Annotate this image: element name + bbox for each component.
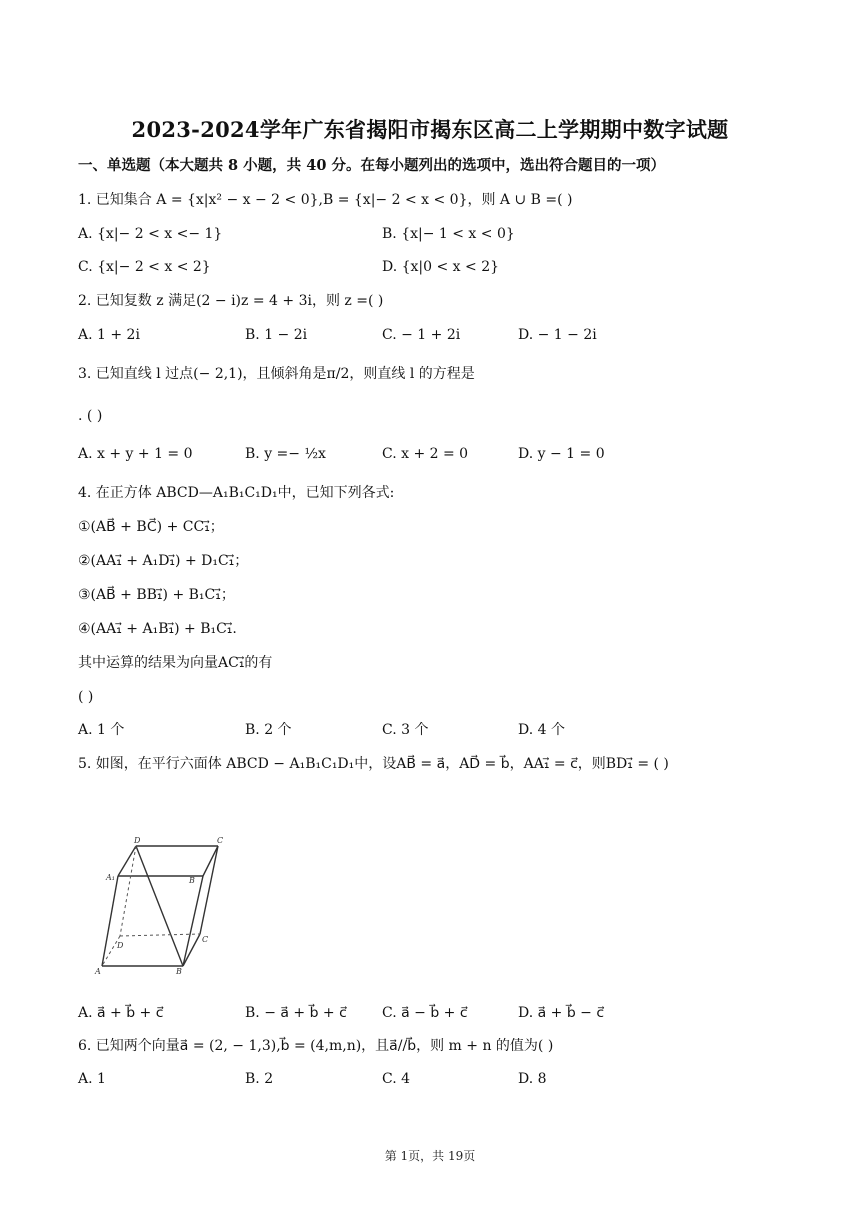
q5-option-b: B. − a⃗ + b⃗ + c⃗ <box>245 1005 347 1021</box>
figure-label-a1: A₁ <box>106 873 115 882</box>
q2-option-b: B. 1 − 2i <box>245 327 308 343</box>
question-4-stem: 4. 在正方体 ABCD—A₁B₁C₁D₁中，已知下列各式: <box>78 485 395 501</box>
q4-option-a: A. 1 个 <box>78 722 125 738</box>
q4-item-1: ①(AB⃗ + BC⃗) + CC₁⃗； <box>78 519 224 535</box>
q2-option-a: A. 1 + 2i <box>78 327 140 343</box>
figure-label-b: B <box>176 967 182 976</box>
q4-item-3: ③(AB⃗ + BB₁⃗) + B₁C₁⃗； <box>78 587 235 603</box>
q5-option-d: D. a⃗ + b⃗ − c⃗ <box>518 1005 605 1021</box>
q3-option-b: B. y =− ½x <box>245 446 326 462</box>
q5-option-a: A. a⃗ + b⃗ + c⃗ <box>78 1005 164 1021</box>
parallelepiped-figure <box>90 836 230 978</box>
q4-ask: 其中运算的结果为向量AC₁⃗的有 <box>78 655 273 671</box>
page-footer: 第 1页，共 19页 <box>384 1149 476 1163</box>
q3-option-d: D. y − 1 = 0 <box>518 446 605 462</box>
q1-option-a: A. {x|− 2 < x <− 1} <box>78 226 223 242</box>
q1-option-c: C. {x|− 2 < x < 2} <box>78 259 211 275</box>
figure-label-c1: C <box>217 836 224 845</box>
q6-option-d: D. 8 <box>518 1071 547 1087</box>
q4-option-d: D. 4 个 <box>518 722 565 738</box>
q4-item-4: ④(AA₁⃗ + A₁B₁⃗) + B₁C₁⃗. <box>78 621 237 637</box>
q6-option-a: A. 1 <box>78 1071 106 1087</box>
q4-option-c: C. 3 个 <box>382 722 429 738</box>
q4-option-b: B. 2 个 <box>245 722 292 738</box>
question-6-stem: 6. 已知两个向量a⃗ = (2, − 1,3),b⃗ = (4,m,n)，且a⃗//b⃗，则 m + n 的值为( ) <box>78 1038 554 1054</box>
figure-label-c: C <box>202 935 209 944</box>
section-heading: 一、单选题（本大题共 8 小题，共 40 分。在每小题列出的选项中，选出符合题目的一项） <box>78 157 665 174</box>
figure-label-d: D <box>117 941 124 950</box>
q6-option-c: C. 4 <box>382 1071 411 1087</box>
question-1-stem: 1. 已知集合 A = {x|x² − x − 2 < 0},B = {x|− 2 < x < 0}，则 A ∪ B =( ) <box>78 192 573 208</box>
q6-option-b: B. 2 <box>245 1071 274 1087</box>
q2-option-d: D. − 1 − 2i <box>518 327 597 343</box>
q4-answer-paren: ( ) <box>78 689 94 705</box>
question-2-stem: 2. 已知复数 z 满足(2 − i)z = 4 + 3i，则 z =( ) <box>78 293 384 309</box>
question-3-stem: 3. 已知直线 l 过点(− 2,1)，且倾斜角是π/2，则直线 l 的方程是 <box>78 366 475 382</box>
figure-label-b1: B <box>189 876 195 885</box>
q3-option-c: C. x + 2 = 0 <box>382 446 469 462</box>
q1-option-d: D. {x|0 < x < 2} <box>382 259 500 275</box>
question-5-stem: 5. 如图，在平行六面体 ABCD − A₁B₁C₁D₁中，设AB⃗ = a⃗，AD⃗ = b⃗，AA₁⃗ = c⃗，则BD₁⃗ = ( ) <box>78 756 669 772</box>
question-3-stem-continued: . ( ) <box>78 408 103 424</box>
figure-label-d1: D <box>134 836 141 845</box>
page-title: 2023-2024学年广东省揭阳市揭东区高二上学期期中数字试题 <box>131 117 729 142</box>
q3-option-a: A. x + y + 1 = 0 <box>78 446 193 462</box>
q1-option-b: B. {x|− 1 < x < 0} <box>382 226 515 242</box>
q4-item-2: ②(AA₁⃗ + A₁D₁⃗) + D₁C₁⃗； <box>78 553 249 569</box>
q5-option-c: C. a⃗ − b⃗ + c⃗ <box>382 1005 468 1021</box>
figure-label-a: A <box>95 967 101 976</box>
q2-option-c: C. − 1 + 2i <box>382 327 461 343</box>
